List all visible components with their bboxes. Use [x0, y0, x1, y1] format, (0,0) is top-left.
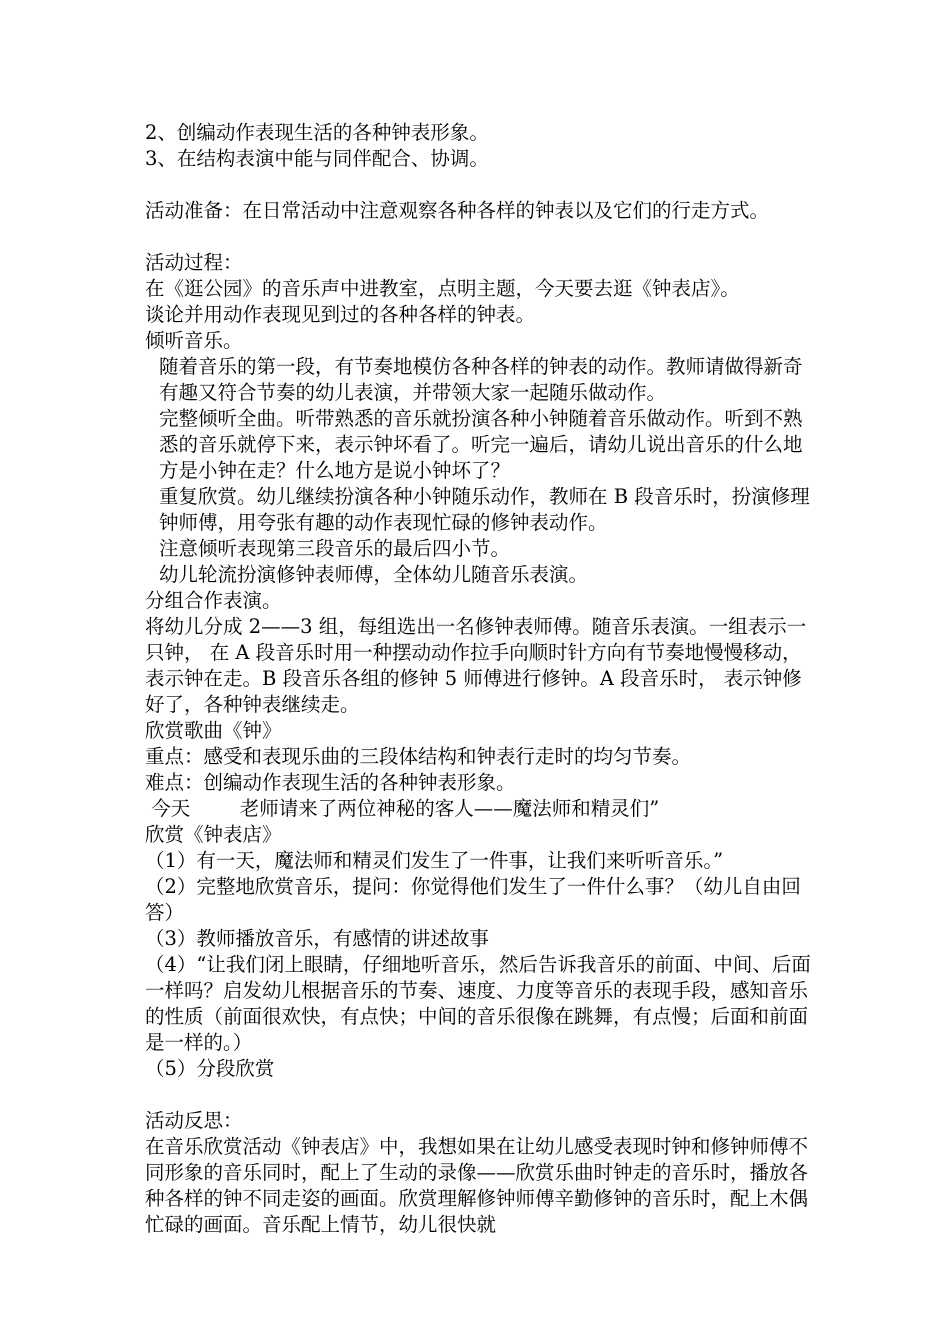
paragraph-gap: [145, 1082, 813, 1108]
preparation-paragraph: [145, 198, 813, 224]
appreciate-title: 欣赏《钟表店》: [145, 823, 282, 846]
paragraph-gap: [145, 172, 813, 198]
process-step: 幼儿轮流扮演修钟表师傅，全体幼儿随音乐表演。: [159, 563, 589, 586]
group-title: 分组合作表演。: [145, 589, 282, 612]
appreciate-step: （2）完整地欣赏音乐，提问：你觉得他们发生了一件什么事？（幼儿自由回答）: [145, 875, 801, 924]
process-discuss: 谈论并用动作表现见到过的各种各样的钟表。: [145, 303, 536, 326]
reflection-label: 活动反思：: [145, 1109, 243, 1132]
appreciate-step: （4）“让我们闭上眼睛，仔细地听音乐，然后告诉我音乐的前面、中间、后面一样吗？启发幼儿根据音乐的节奏、速度、力度等音乐的表现手段，感知音乐的性质（前面很欢快，有点快；中间的音乐很像在跳舞，有点慢；后面和前面是一样的。）: [145, 953, 811, 1054]
song-title: 欣赏歌曲《钟》: [145, 719, 282, 742]
process-step: 随着音乐的第一段，有节奏地模仿各种各样的钟表的动作。教师请做得新奇有趣又符合节奏的幼儿表演，并带领大家一起随乐做动作。: [159, 355, 803, 404]
difficulty-point: 难点：创编动作表现生活的各种钟表形象。: [145, 771, 516, 794]
process-label: 活动过程：: [145, 251, 243, 274]
process-step: 完整倾听全曲。听带熟悉的音乐就扮演各种小钟随着音乐做动作。听到不熟悉的音乐就停下来，表示钟坏看了。听完一遍后，请幼儿说出音乐的什么地方是小钟在走？什么地方是说小钟坏了？: [159, 407, 803, 482]
appreciate-step: （1）有一天，魔法师和精灵们发生了一件事，让我们来听听音乐。”: [145, 849, 724, 872]
goal-item: 3、在结构表演中能与同伴配合、协调。: [145, 147, 489, 170]
appreciate-step: （5）分段欣赏: [145, 1057, 275, 1080]
process-step: 重复欣赏。幼儿继续扮演各种小钟随乐动作，教师在 B 段音乐时，扮演修理钟师傅，用夸张有趣的动作表现忙碌的修钟表动作。: [159, 485, 810, 534]
reflection-text: 在音乐欣赏活动《钟表店》中，我想如果在让幼儿感受表现时钟和修钟师傅不同形象的音乐同时，配上了生动的录像——欣赏乐曲时钟走的音乐时，播放各种各样的钟不同走姿的画面。欣赏理解修钟师傅辛勤修钟的音乐时，配上木偶忙碌的画面。音乐配上情节，幼儿很快就: [145, 1135, 809, 1236]
key-point: 重点：感受和表现乐曲的三段体结构和钟表行走时的均匀节奏。: [145, 745, 692, 768]
process-intro: 在《逛公园》的音乐声中进教室，点明主题，今天要去逛《钟表店》。: [145, 277, 740, 300]
appreciate-step: （3）教师播放音乐，有感情的讲述故事: [145, 927, 489, 950]
today-line: 今天 老师请来了两位神秘的客人——魔法师和精灵们”: [145, 797, 660, 820]
group-text: 将幼儿分成 2——3 组，每组选出一名修钟表师傅。随音乐表演。一组表示一只钟， 在 A 段音乐时用一种摆动动作拉手向顺时针方向有节奏地慢慢移动，表示钟在走。B 段音乐各组的修钟 5 师傅进行修钟。A 段音乐时， 表示钟修好了，各种钟表继续走。: [145, 615, 807, 716]
preparation-text: 在日常活动中注意观察各种各样的钟表以及它们的行走方式。: [242, 199, 770, 222]
process-step: 注意倾听表现第三段音乐的最后四小节。: [159, 537, 511, 560]
goal-item: 2、创编动作表现生活的各种钟表形象。: [145, 121, 489, 144]
paragraph-gap: [145, 224, 813, 250]
preparation-label: 活动准备：: [145, 199, 243, 222]
document-body: [145, 120, 813, 1238]
listen-title: 倾听音乐。: [145, 329, 243, 352]
